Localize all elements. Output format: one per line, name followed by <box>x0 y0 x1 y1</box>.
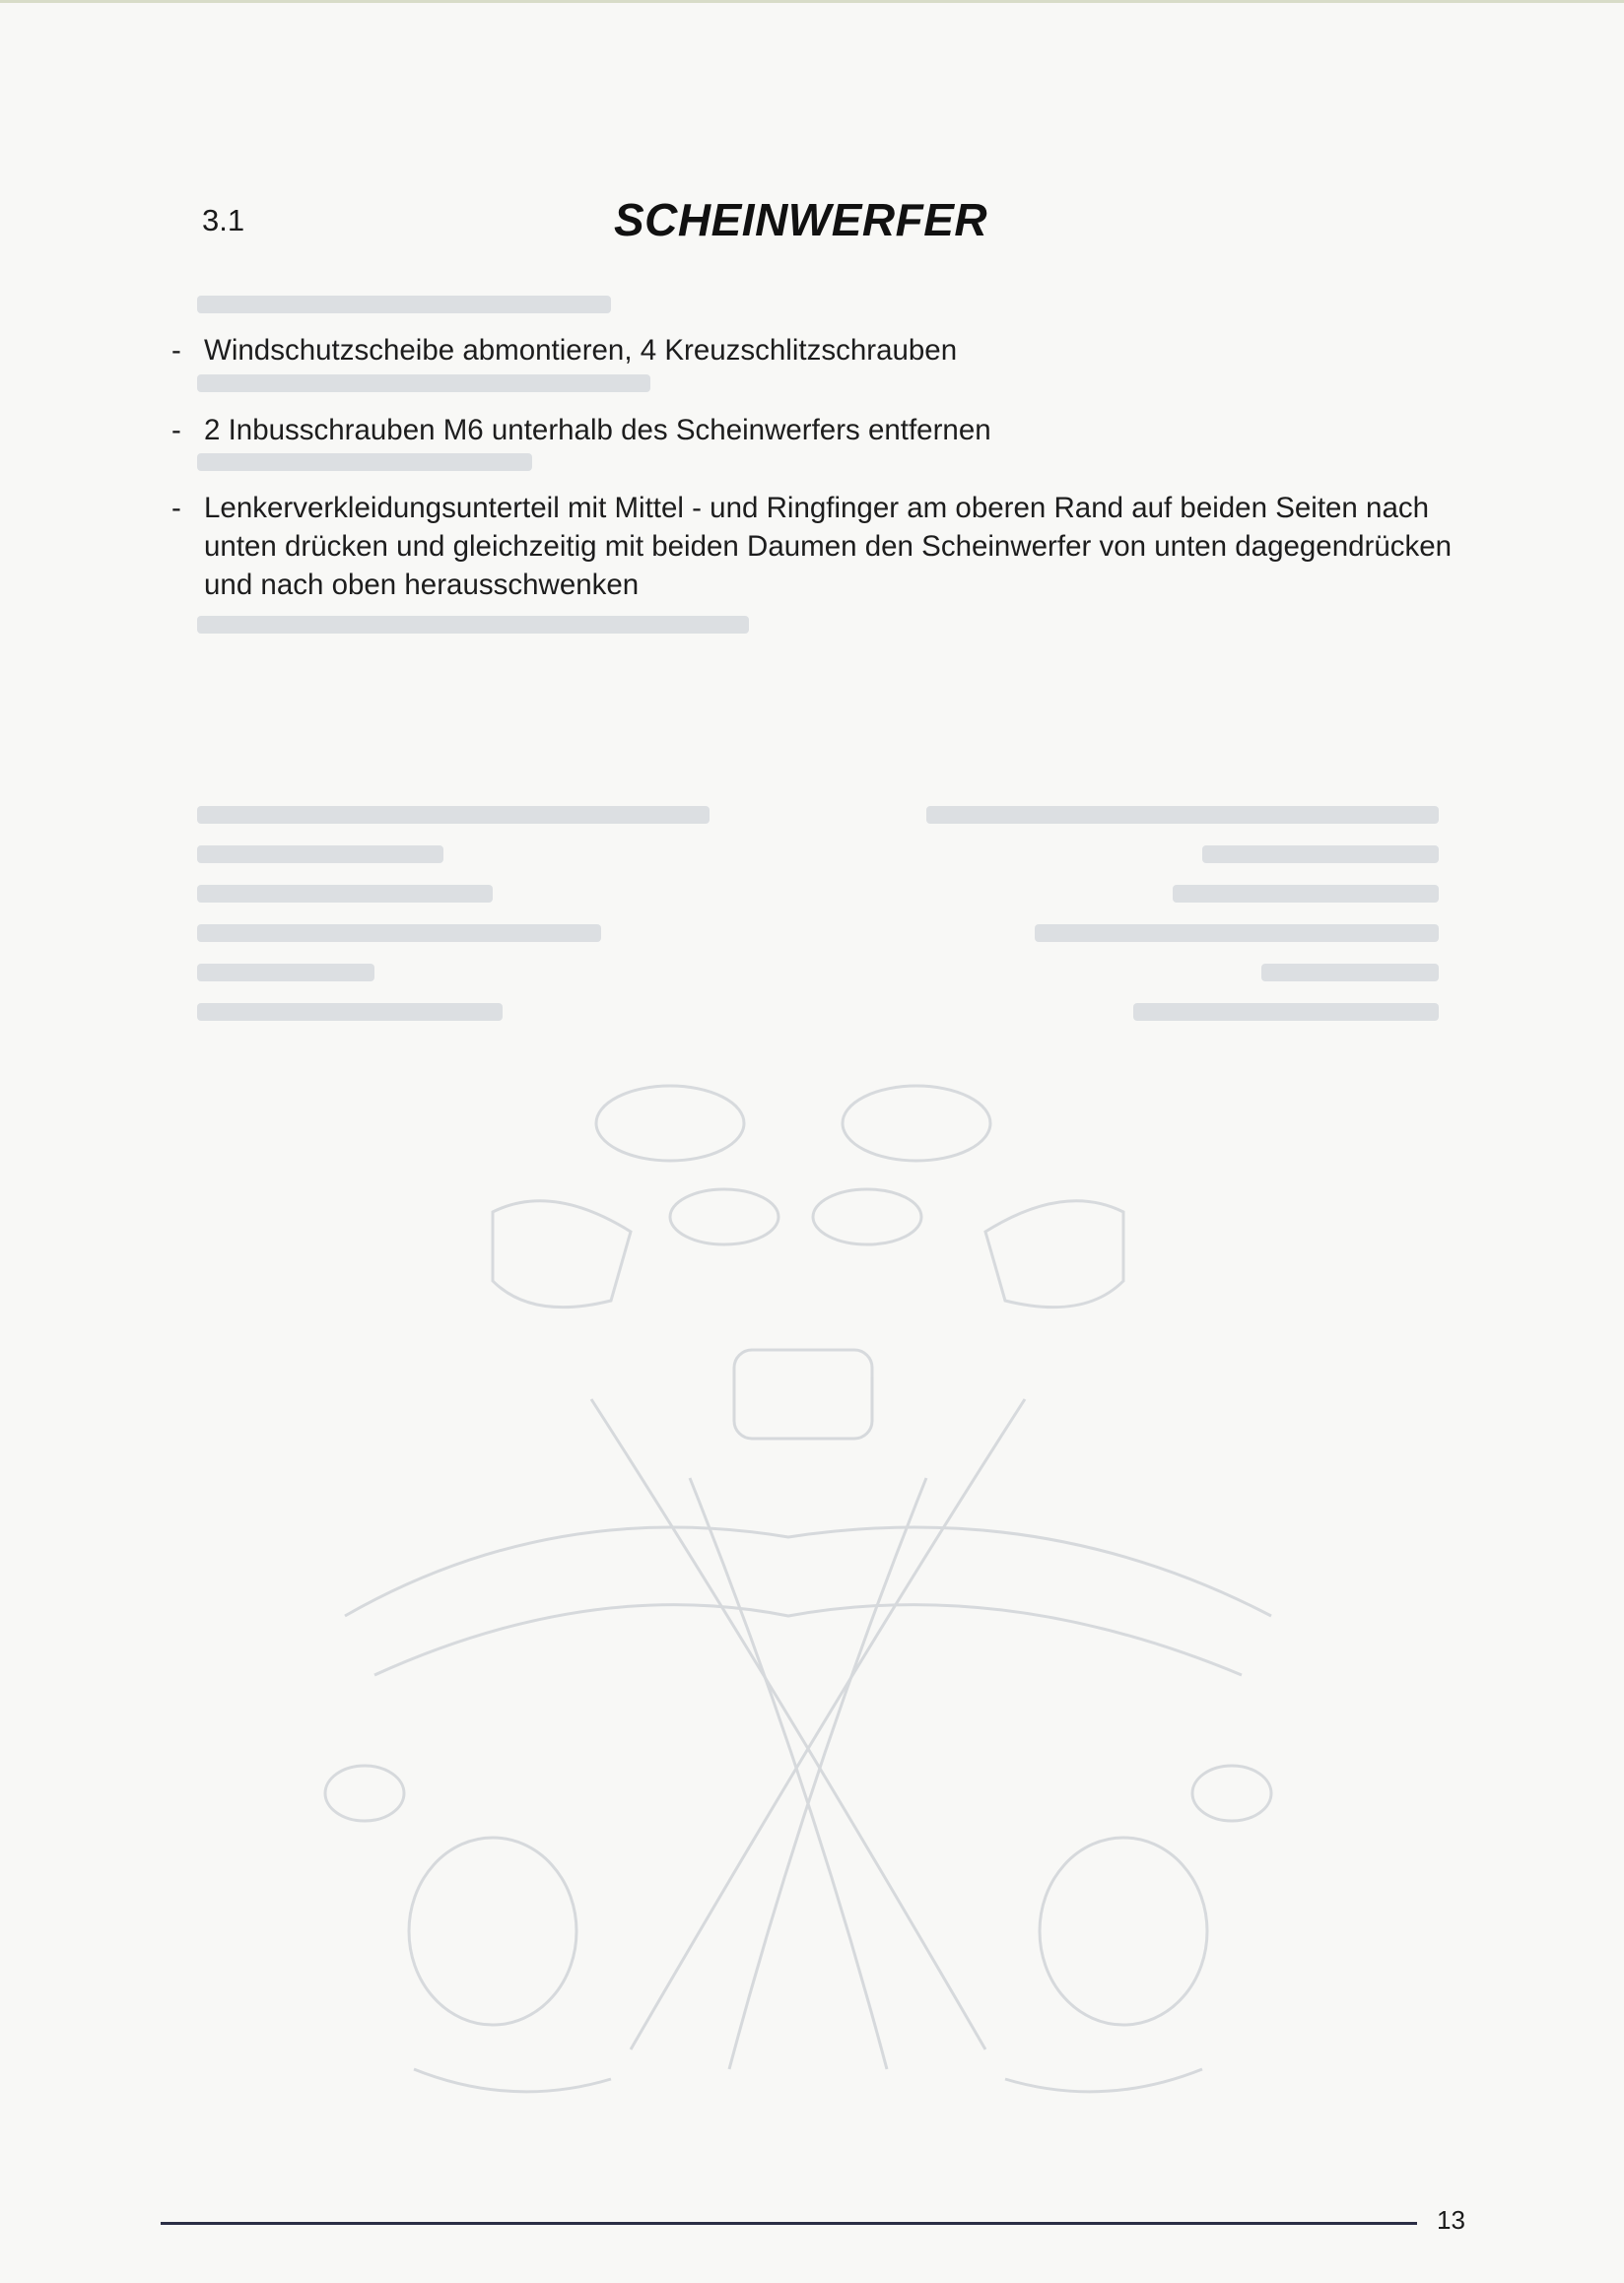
page-top-edge <box>0 0 1624 3</box>
section-number: 3.1 <box>202 203 245 237</box>
step-text: 2 Inbusschrauben M6 unterhalb des Scheinwerfers entfernen <box>204 414 991 446</box>
section-title: SCHEINWERFER <box>614 194 988 245</box>
step-bullet: - <box>171 492 181 524</box>
instruction-step <box>169 411 1470 449</box>
step-bullet: - <box>171 414 181 446</box>
page-number: 13 <box>1437 2205 1465 2235</box>
section-heading <box>202 193 1483 252</box>
instruction-list <box>169 331 1470 645</box>
step-bullet: - <box>171 334 181 367</box>
step-text: Windschutzscheibe abmontieren, 4 Kreuzschlitzschrauben <box>204 334 958 367</box>
instruction-step <box>169 331 1470 369</box>
instruction-step <box>169 489 1470 604</box>
step-text: Lenkerverkleidungsunterteil mit Mittel - und Ringfinger am oberen Rand auf beiden Seiten nach unten drücken und gleichzeitig mit beiden Daumen den Scheinwerfer von unten dagegendrücken und nach oben herausschwenken <box>204 492 1453 601</box>
footer-rule <box>161 2222 1417 2225</box>
